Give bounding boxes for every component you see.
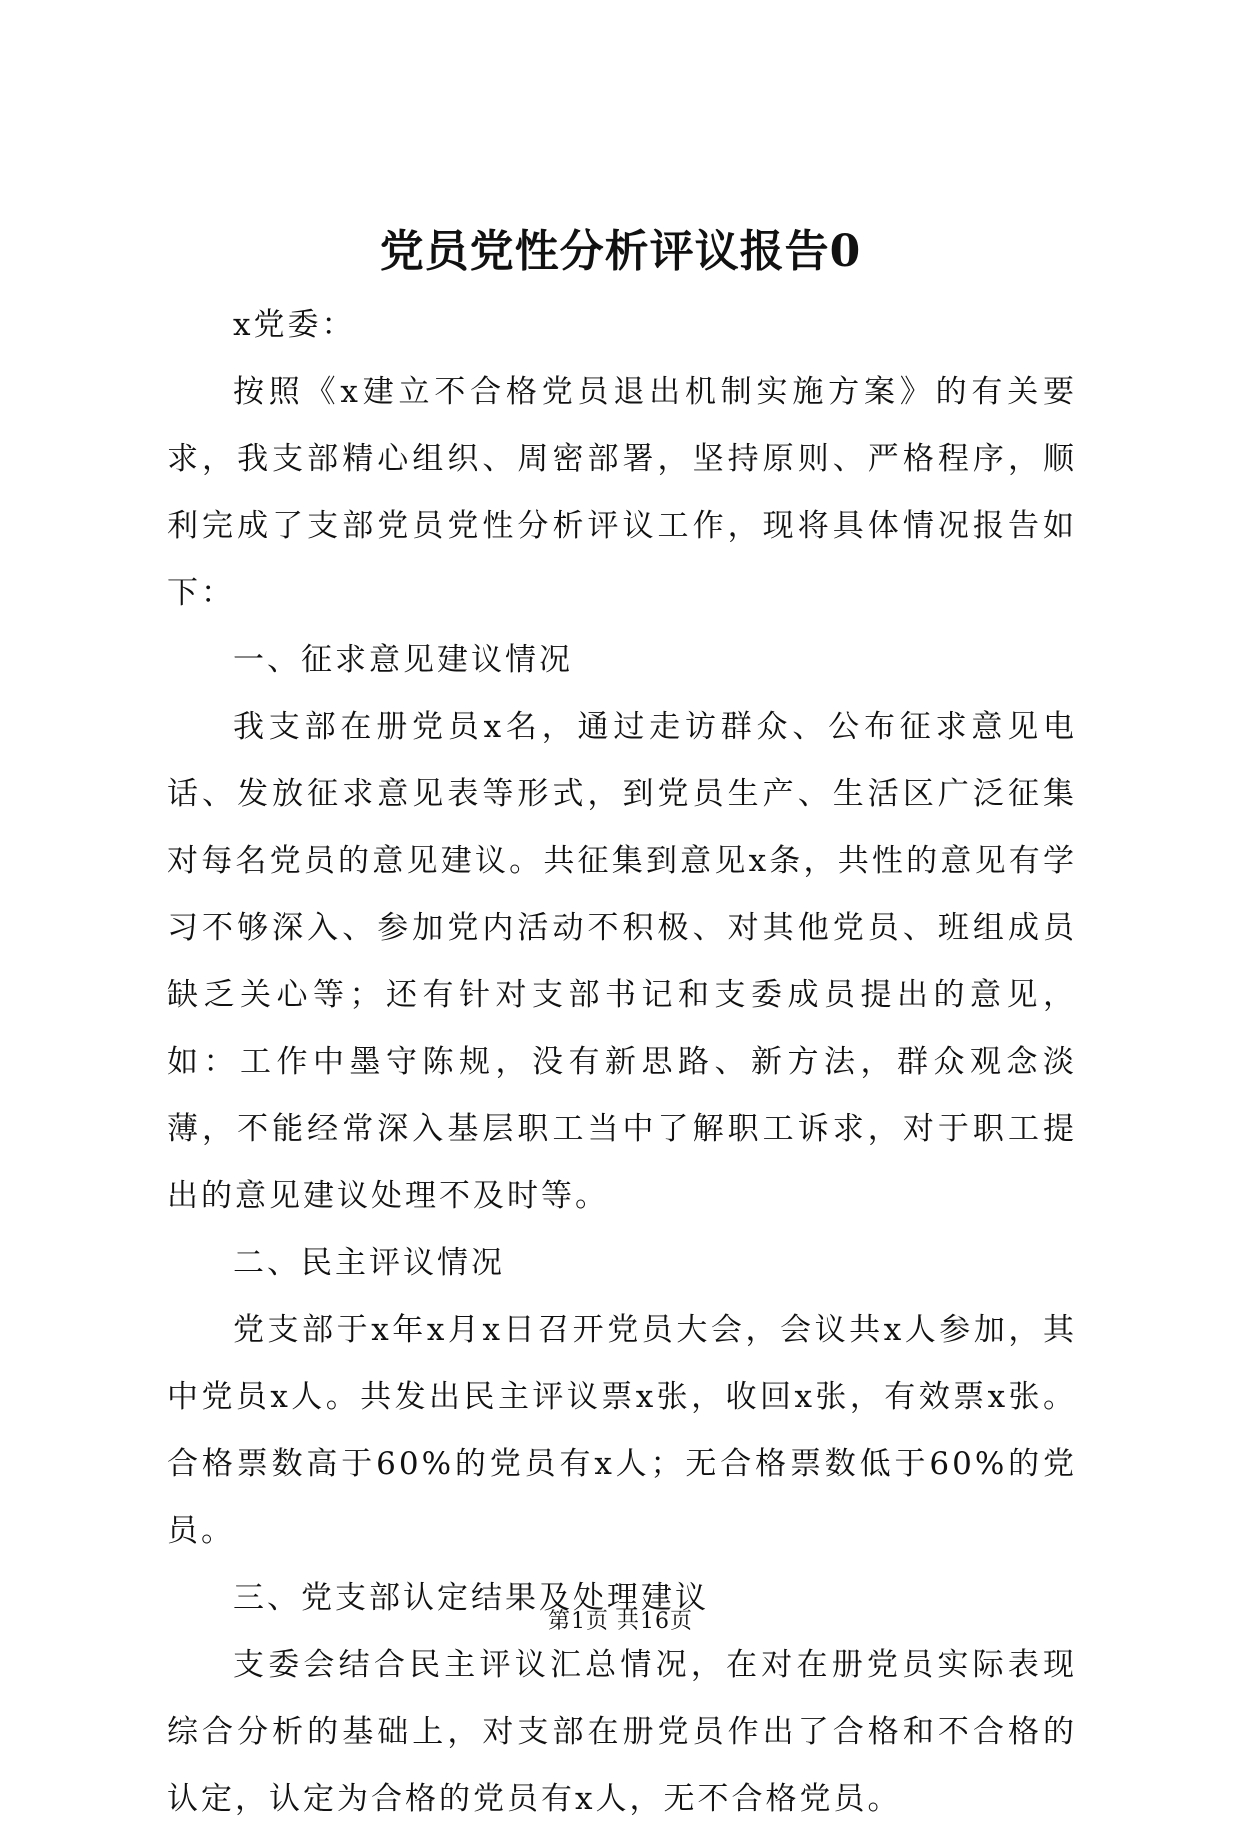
document-title: 党员党性分析评议报告0 <box>379 226 862 277</box>
section-heading-2: 二、民主评议情况 <box>233 1245 505 1281</box>
section-paragraph-1: 我支部在册党员x名，通过走访群众、公布征求意见电话、发放征求意见表等形式，到党员生产、生活区广泛征集对每名党员的意见建议。共征集到意见x条，共性的意见有学习不够深入、参加党内活动不积极、对其他党员、班组成员缺乏关心等；还有针对支部书记和支委成员提出的意见，如：工作中墨守陈规，没有新思路、新方法，群众观念淡薄，不能经常深入基层职工当中了解职工诉求，对于职工提出的意见建议处理不及时等。 <box>167 709 1077 1214</box>
document-body <box>167 292 1077 1833</box>
intro-paragraph: 按照《x建立不合格党员退出机制实施方案》的有关要求，我支部精心组织、周密部署，坚持原则、严格程序，顺利完成了支部党员党性分析评议工作，现将具体情况报告如下： <box>167 374 1077 611</box>
section-heading-3: 三、党支部认定结果及处理建议 <box>233 1580 709 1616</box>
section-paragraph-3: 支委会结合民主评议汇总情况，在对在册党员实际表现综合分析的基础上，对支部在册党员作出了合格和不合格的认定，认定为合格的党员有x人，无不合格党员。 <box>167 1647 1077 1817</box>
page-number-footer: 第1页 共16页 <box>548 1609 693 1634</box>
section-paragraph-2: 党支部于x年x月x日召开党员大会，会议共x人参加，其中党员x人。共发出民主评议票x张，收回x张，有效票x张。合格票数高于60%的党员有x人；无合格票数低于60%的党员。 <box>167 1312 1077 1549</box>
salutation: x党委： <box>233 307 356 343</box>
section-heading-1: 一、征求意见建议情况 <box>233 642 573 678</box>
